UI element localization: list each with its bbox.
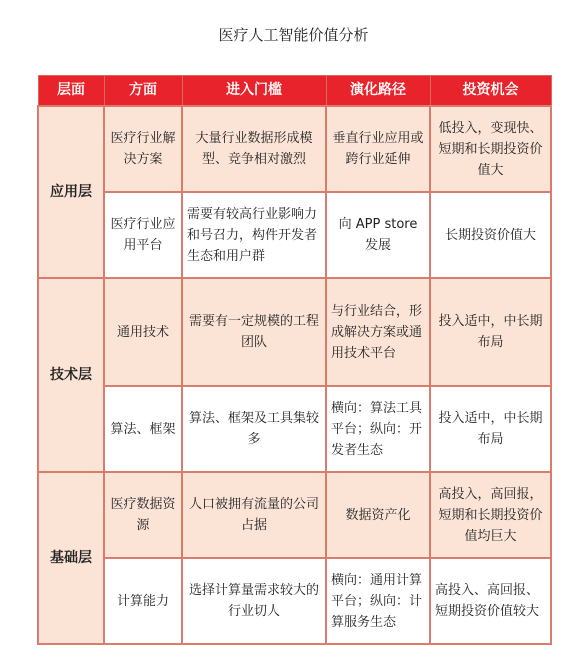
header-row bbox=[38, 76, 551, 107]
path-cell: 数据资产化 bbox=[326, 472, 430, 558]
table-row bbox=[38, 106, 551, 192]
page-title: 医疗人工智能价值分析 bbox=[218, 26, 369, 44]
threshold-cell: 算法、框架及工具集较多 bbox=[182, 386, 326, 472]
header-layer: 层面 bbox=[38, 76, 104, 107]
opportunity-cell: 高投入，高回报，短期和长期投资价值均巨大 bbox=[430, 472, 551, 558]
header-opportunity: 投资机会 bbox=[430, 76, 551, 107]
path-cell: 向 APP store 发展 bbox=[326, 192, 430, 278]
path-cell: 横向：算法工具平台；纵向：开发者生态 bbox=[326, 386, 430, 472]
threshold-cell: 人口被拥有流量的公司占据 bbox=[182, 472, 326, 558]
layer-cell: 基础层 bbox=[38, 472, 104, 644]
opportunity-cell: 低投入，变现快、短期和长期投资价值大 bbox=[430, 106, 551, 192]
threshold-cell: 需要有一定规模的工程团队 bbox=[182, 278, 326, 386]
table-row bbox=[38, 386, 551, 472]
layer-cell: 应用层 bbox=[38, 106, 104, 278]
path-cell: 与行业结合，形成解决方案或通用技术平台 bbox=[326, 278, 430, 386]
header-aspect: 方面 bbox=[104, 76, 182, 107]
aspect-cell: 医疗数据资源 bbox=[104, 472, 182, 558]
header-threshold: 进入门槛 bbox=[182, 76, 326, 107]
path-cell: 垂直行业应用或跨行业延伸 bbox=[326, 106, 430, 192]
table-row bbox=[38, 558, 551, 644]
aspect-cell: 算法、框架 bbox=[104, 386, 182, 472]
opportunity-cell: 长期投资价值大 bbox=[430, 192, 551, 278]
path-cell: 横向：通用计算平台；纵向：计算服务生态 bbox=[326, 558, 430, 644]
table-row bbox=[38, 278, 551, 386]
aspect-cell: 医疗行业应用平台 bbox=[104, 192, 182, 278]
table-row bbox=[38, 192, 551, 278]
opportunity-cell: 高投入、高回报、短期投资价值较大 bbox=[430, 558, 551, 644]
header-path: 演化路径 bbox=[326, 76, 430, 107]
aspect-cell: 计算能力 bbox=[104, 558, 182, 644]
analysis-table bbox=[37, 75, 552, 645]
layer-cell: 技术层 bbox=[38, 278, 104, 472]
threshold-cell: 大量行业数据形成模型、竞争相对激烈 bbox=[182, 106, 326, 192]
opportunity-cell: 投入适中，中长期布局 bbox=[430, 386, 551, 472]
opportunity-cell: 投入适中，中长期布局 bbox=[430, 278, 551, 386]
aspect-cell: 通用技术 bbox=[104, 278, 182, 386]
aspect-cell: 医疗行业解决方案 bbox=[104, 106, 182, 192]
threshold-cell: 需要有较高行业影响力和号召力，构件开发者生态和用户群 bbox=[182, 192, 326, 278]
table-row bbox=[38, 472, 551, 558]
threshold-cell: 选择计算量需求较大的行业切人 bbox=[182, 558, 326, 644]
